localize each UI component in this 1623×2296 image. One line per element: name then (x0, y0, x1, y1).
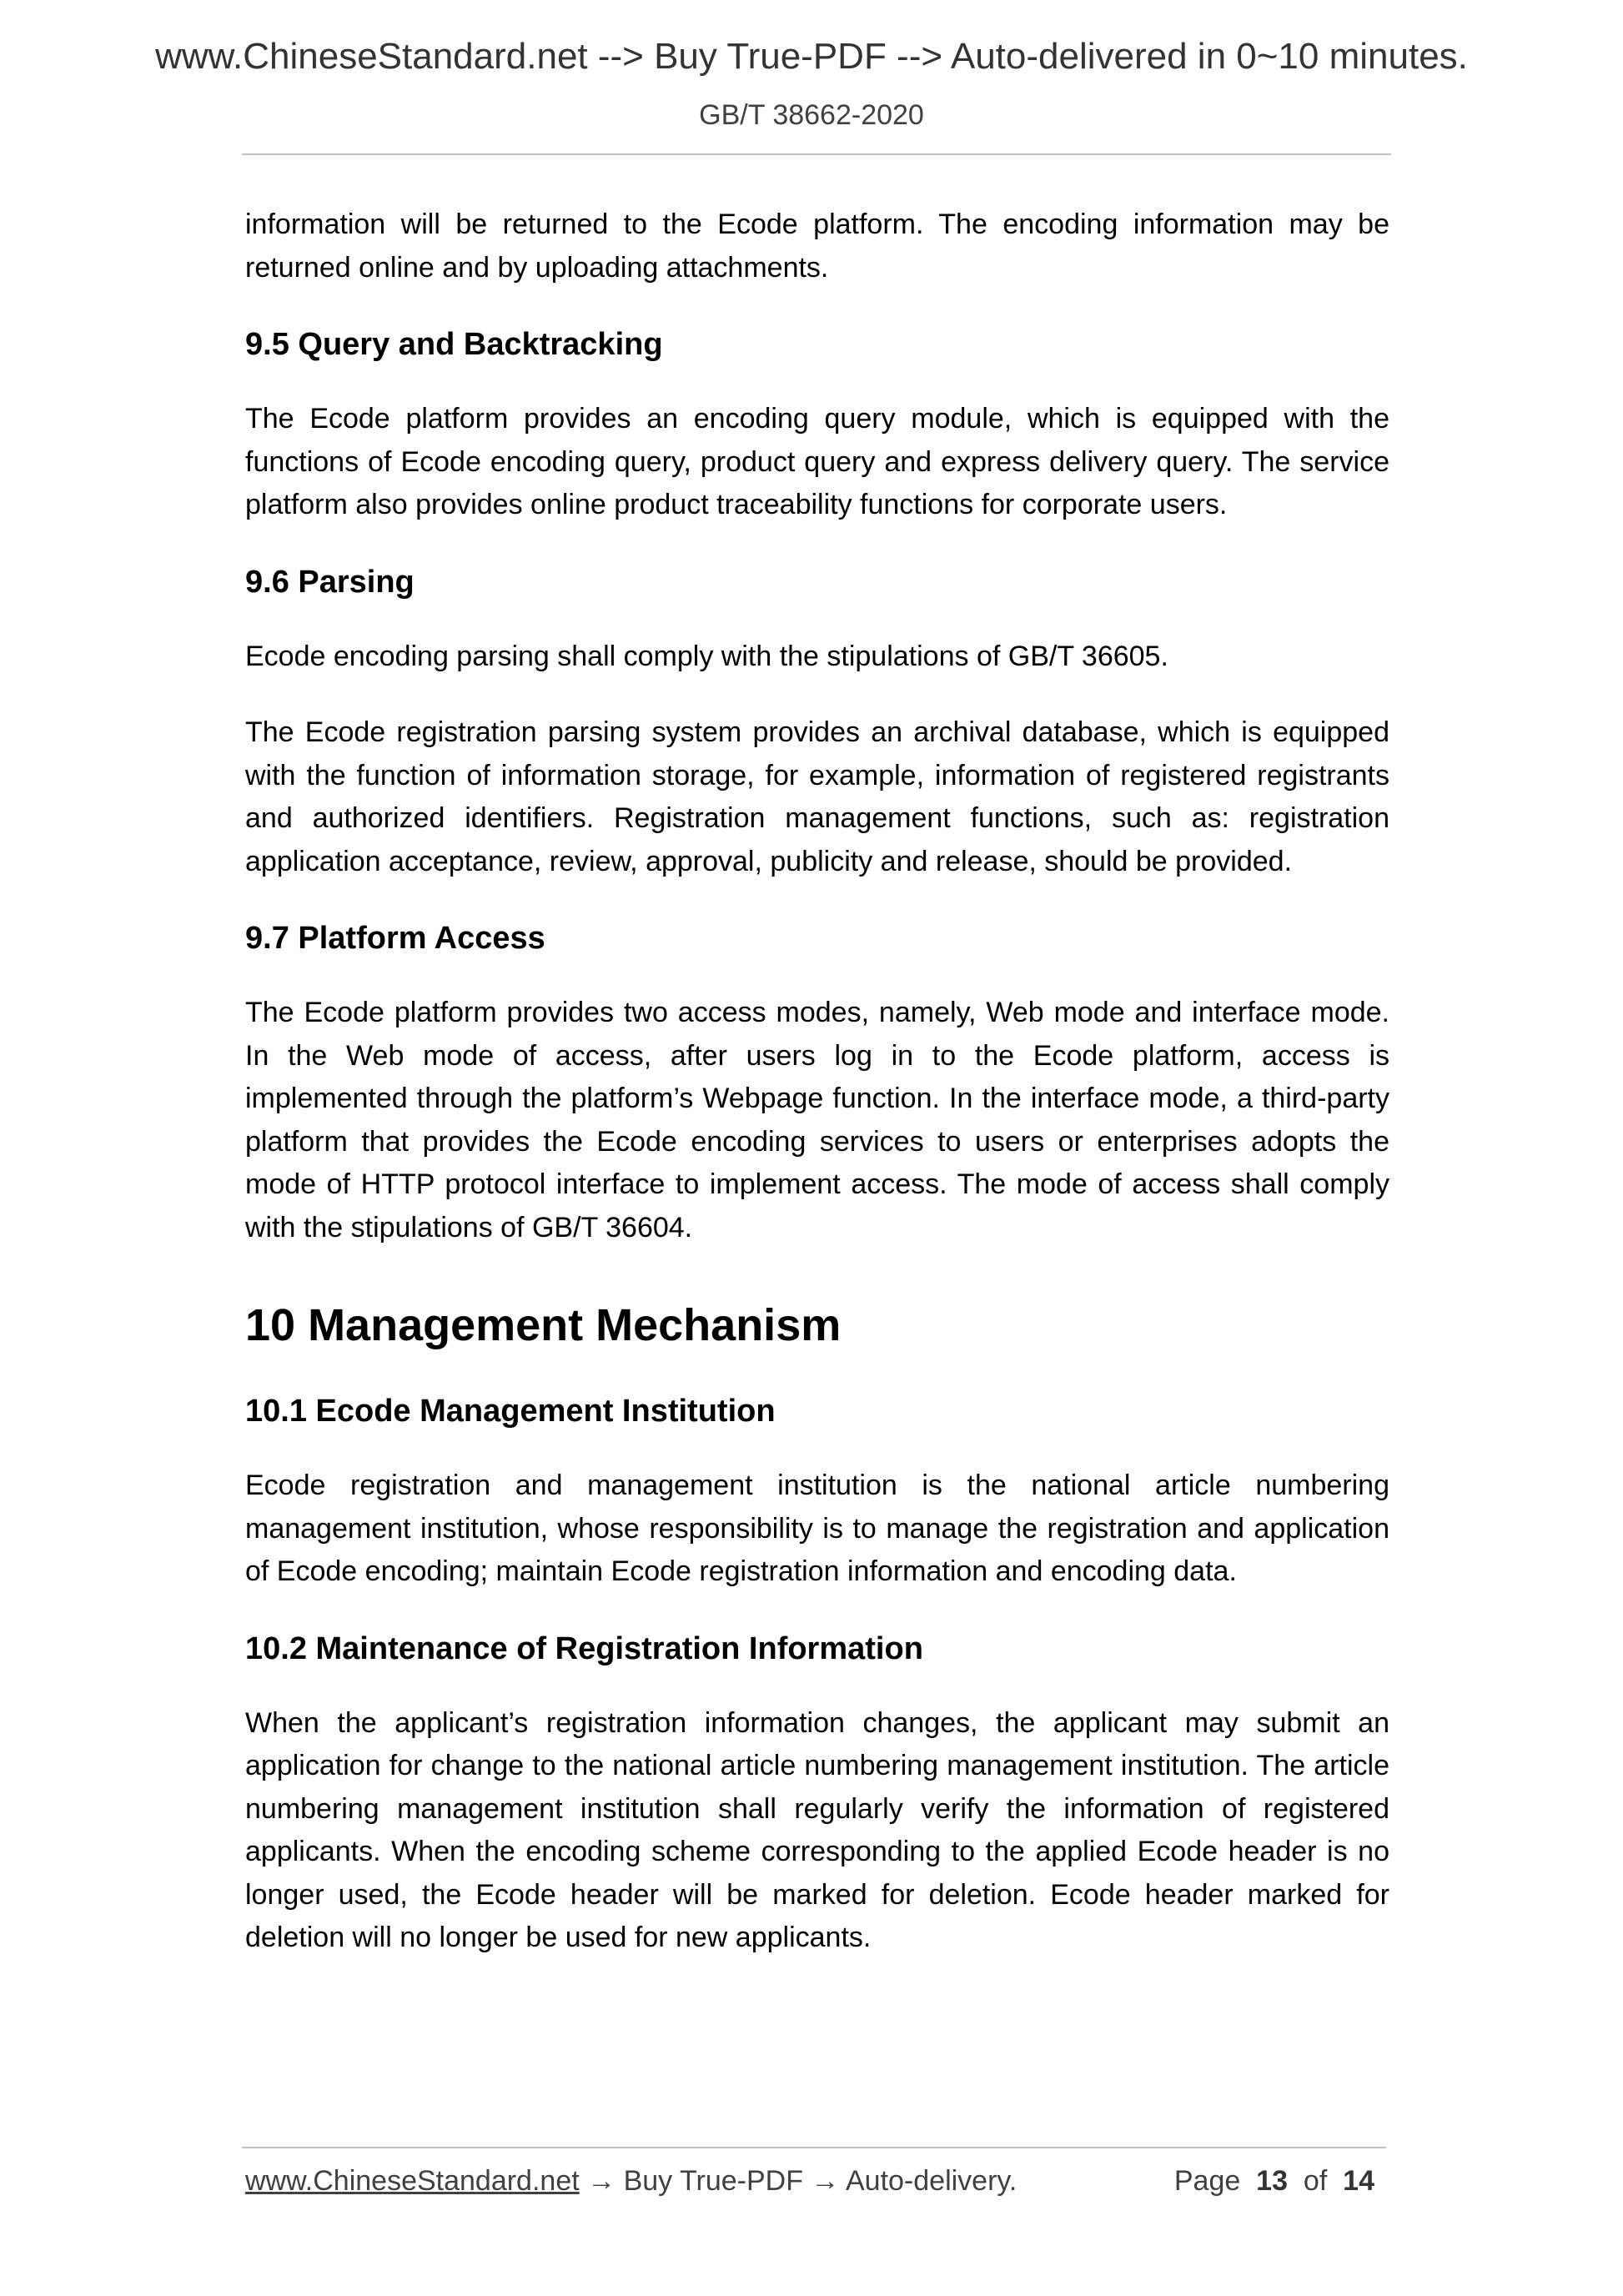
page-label: Page (1173, 2165, 1241, 2197)
section-heading-9-6: 9.6 Parsing (245, 564, 415, 600)
chapter-heading-10: 10 Management Mechanism (245, 1300, 842, 1350)
section-heading-9-5: 9.5 Query and Backtracking (245, 327, 663, 362)
top-banner: www.ChineseStandard.net --> Buy True-PDF --> Auto-delivered in 0~10 minutes. (155, 36, 1468, 77)
paragraph-9-6-b: The Ecode registration parsing system provides an archival database, which is equipped with the function of information storage, for example, information of registered registrants and authorized identifiers. Registration management functions, such as: registration application acceptance, review, approval, publicity and release, should be provided. (245, 716, 1389, 877)
standard-code: GB/T 38662-2020 (699, 99, 924, 131)
section-heading-9-7: 9.7 Platform Access (245, 921, 545, 956)
paragraph-intro: information will be returned to the Ecode platform. The encoding information may be returned online and by uploading attachments. (245, 208, 1389, 284)
paragraph-9-7: The Ecode platform provides two access modes, namely, Web mode and interface mode. In the Web mode of access, after users log in to the Ecode platform, access is implemented through the platform’s Webpage function. In the interface mode, a third-party platform that provides the Ecode encoding services to users or enterprises adopts the mode of HTTP protocol interface to implement access. The mode of access shall comply with the stipulations of GB/T 36604. (245, 997, 1389, 1243)
page-of: of (1303, 2165, 1328, 2197)
page-number (1174, 2160, 1374, 2202)
footer-divider (242, 2147, 1386, 2148)
footer-site-link[interactable]: www.ChineseStandard.net (245, 2165, 580, 2197)
section-heading-10-1: 10.1 Ecode Management Institution (245, 1394, 776, 1429)
footer-promo-text: → Buy True-PDF → Auto-delivery. (579, 2165, 1018, 2197)
header-divider (242, 153, 1391, 155)
page-content (245, 203, 1389, 1960)
paragraph-9-5: The Ecode platform provides an encoding query module, which is equipped with the functions of Ecode encoding query, product query and express delivery query. The service platform also provides online product traceability functions for corporate users. (245, 403, 1389, 520)
section-heading-10-2: 10.2 Maintenance of Registration Information (245, 1630, 923, 1666)
paragraph-9-6-a: Ecode encoding parsing shall comply with the stipulations of GB/T 36605. (245, 640, 1168, 672)
page-current: 13 (1256, 2165, 1288, 2197)
page-footer (245, 2160, 1389, 2202)
footer-promo (245, 2160, 1017, 2202)
page-total: 14 (1343, 2165, 1374, 2197)
paragraph-10-1: Ecode registration and management institution is the national article numbering management institution, whose responsibility is to manage the registration and application of Ecode encoding; maintain Ecode registration information and encoding data. (245, 1470, 1389, 1587)
paragraph-10-2: When the applicant’s registration information changes, the applicant may submit an application for change to the national article numbering management institution. The article numbering management institution shall regularly verify the information of registered applicants. When the encoding scheme corresponding to the applied Ecode header is no longer used, the Ecode header will be marked for deletion. Ecode header marked for deletion will no longer be used for new applicants. (245, 1706, 1389, 1953)
